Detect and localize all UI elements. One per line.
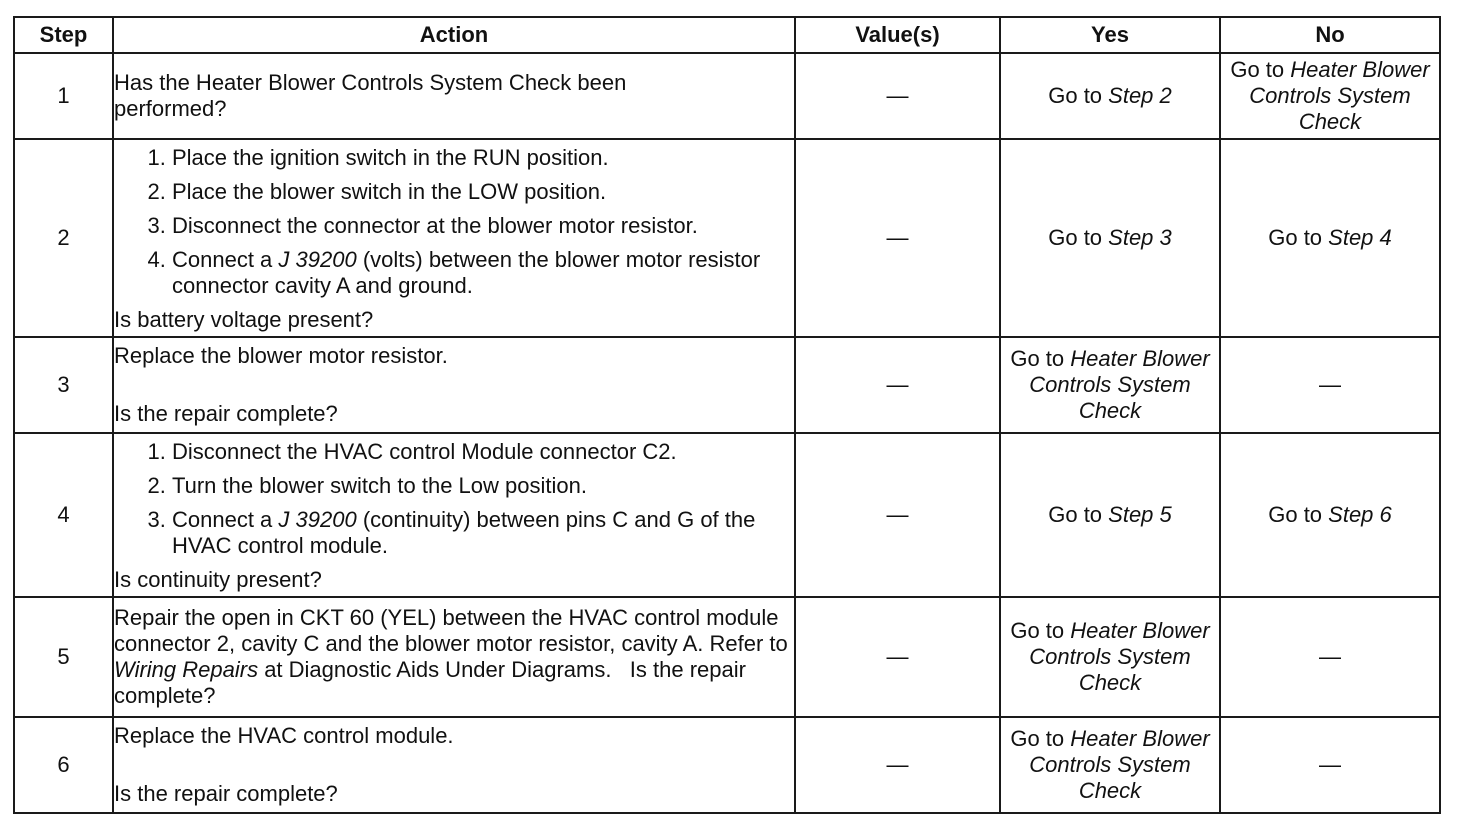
yes-target-link[interactable]: Step 2 [1108, 83, 1172, 108]
no-prefix: Go to [1268, 502, 1329, 527]
table-row-step-4 [14, 433, 1440, 597]
yes-prefix: Go to [1048, 83, 1109, 108]
yes-cell[interactable] [1000, 433, 1220, 597]
table-row-step-6 [14, 717, 1440, 813]
action-text [114, 605, 794, 709]
action-cell [113, 139, 795, 337]
item-text: (continuity) between pins C and G of the HVAC control module. [172, 507, 756, 558]
yes-cell[interactable] [1000, 53, 1220, 139]
yes-prefix: Go to [1010, 726, 1071, 751]
no-prefix: Go to [1230, 57, 1291, 82]
table-row-step-3 [14, 337, 1440, 433]
value-cell: — [795, 53, 1000, 139]
question-text: Is battery voltage present? [114, 307, 374, 332]
header-values: Value(s) [795, 17, 1000, 53]
procedure-item: 3. Disconnect the connector at the blower motor resistor. [172, 213, 794, 239]
question-text: Is the repair complete? [114, 401, 338, 426]
table-row-step-5 [14, 597, 1440, 717]
action-cell [113, 717, 795, 813]
yes-target-link[interactable]: Step 5 [1108, 502, 1172, 527]
action-text: Replace the blower motor resistor. [114, 343, 448, 368]
action-cell [113, 433, 795, 597]
action-cell [113, 597, 795, 717]
tool-name: J 39200 [278, 247, 357, 272]
procedure-item [172, 507, 794, 559]
yes-prefix: Go to [1010, 618, 1071, 643]
no-cell[interactable] [1220, 433, 1440, 597]
action-cell [113, 53, 795, 139]
value-cell: — [795, 337, 1000, 433]
procedure-list [114, 439, 794, 559]
action-cell [113, 337, 795, 433]
step-number: 5 [14, 597, 113, 717]
table-row-step-2 [14, 139, 1440, 337]
no-cell: — [1220, 337, 1440, 433]
step-number: 4 [14, 433, 113, 597]
value-cell: — [795, 597, 1000, 717]
wiring-repairs-link[interactable]: Wiring Repairs [114, 657, 259, 682]
procedure-list [114, 145, 794, 299]
procedure-item: 2. Place the blower switch in the LOW position. [172, 179, 794, 205]
no-cell: — [1220, 717, 1440, 813]
yes-target-link[interactable]: Step 3 [1108, 225, 1172, 250]
yes-target-link[interactable]: Heater Blower Controls System Check [1029, 346, 1210, 423]
yes-cell[interactable] [1000, 717, 1220, 813]
no-prefix: Go to [1268, 225, 1329, 250]
yes-prefix: Go to [1048, 502, 1109, 527]
step-number: 3 [14, 337, 113, 433]
yes-cell[interactable] [1000, 337, 1220, 433]
action-text-part: at Diagnostic Aids Under Diagrams. [258, 657, 612, 682]
value-cell: — [795, 717, 1000, 813]
procedure-item [172, 247, 794, 299]
procedure-item: 1. Place the ignition switch in the RUN position. [172, 145, 794, 171]
header-no: No [1220, 17, 1440, 53]
table-row-step-1 [14, 53, 1440, 139]
no-target-link[interactable]: Step 6 [1328, 502, 1392, 527]
header-step: Step [14, 17, 113, 53]
yes-cell[interactable] [1000, 597, 1220, 717]
header-row [14, 17, 1440, 53]
yes-prefix: Go to [1010, 346, 1071, 371]
step-number: 1 [14, 53, 113, 139]
no-target-link[interactable]: Heater Blower Controls System Check [1249, 57, 1430, 134]
no-cell[interactable] [1220, 139, 1440, 337]
yes-cell[interactable] [1000, 139, 1220, 337]
action-text: Replace the HVAC control module. [114, 723, 454, 748]
header-action: Action [113, 17, 795, 53]
diagnostic-table [13, 16, 1441, 814]
action-text: Has the Heater Blower Controls System Check been performed? [114, 70, 627, 121]
item-text: Connect a [172, 247, 279, 272]
tool-name: J 39200 [278, 507, 357, 532]
no-target-link[interactable]: Step 4 [1328, 225, 1392, 250]
question-text: Is the repair complete? [114, 657, 746, 708]
value-cell: — [795, 139, 1000, 337]
no-cell: — [1220, 597, 1440, 717]
action-text-part: Repair the open in CKT 60 (YEL) between the HVAC control module connector 2, cavity C and the blower motor resistor, cavity A. Refer to [114, 605, 788, 656]
header-yes: Yes [1000, 17, 1220, 53]
item-text: (volts) between the blower motor resistor connector cavity A and ground. [172, 247, 761, 298]
yes-prefix: Go to [1048, 225, 1109, 250]
question-text: Is continuity present? [114, 567, 322, 592]
yes-target-link[interactable]: Heater Blower Controls System Check [1029, 726, 1210, 803]
value-cell: — [795, 433, 1000, 597]
procedure-item: 2. Turn the blower switch to the Low position. [172, 473, 794, 499]
item-text: Connect a [172, 507, 279, 532]
step-number: 2 [14, 139, 113, 337]
question-text: Is the repair complete? [114, 781, 338, 806]
step-number: 6 [14, 717, 113, 813]
procedure-item: 1. Disconnect the HVAC control Module connector C2. [172, 439, 794, 465]
no-cell[interactable] [1220, 53, 1440, 139]
yes-target-link[interactable]: Heater Blower Controls System Check [1029, 618, 1210, 695]
